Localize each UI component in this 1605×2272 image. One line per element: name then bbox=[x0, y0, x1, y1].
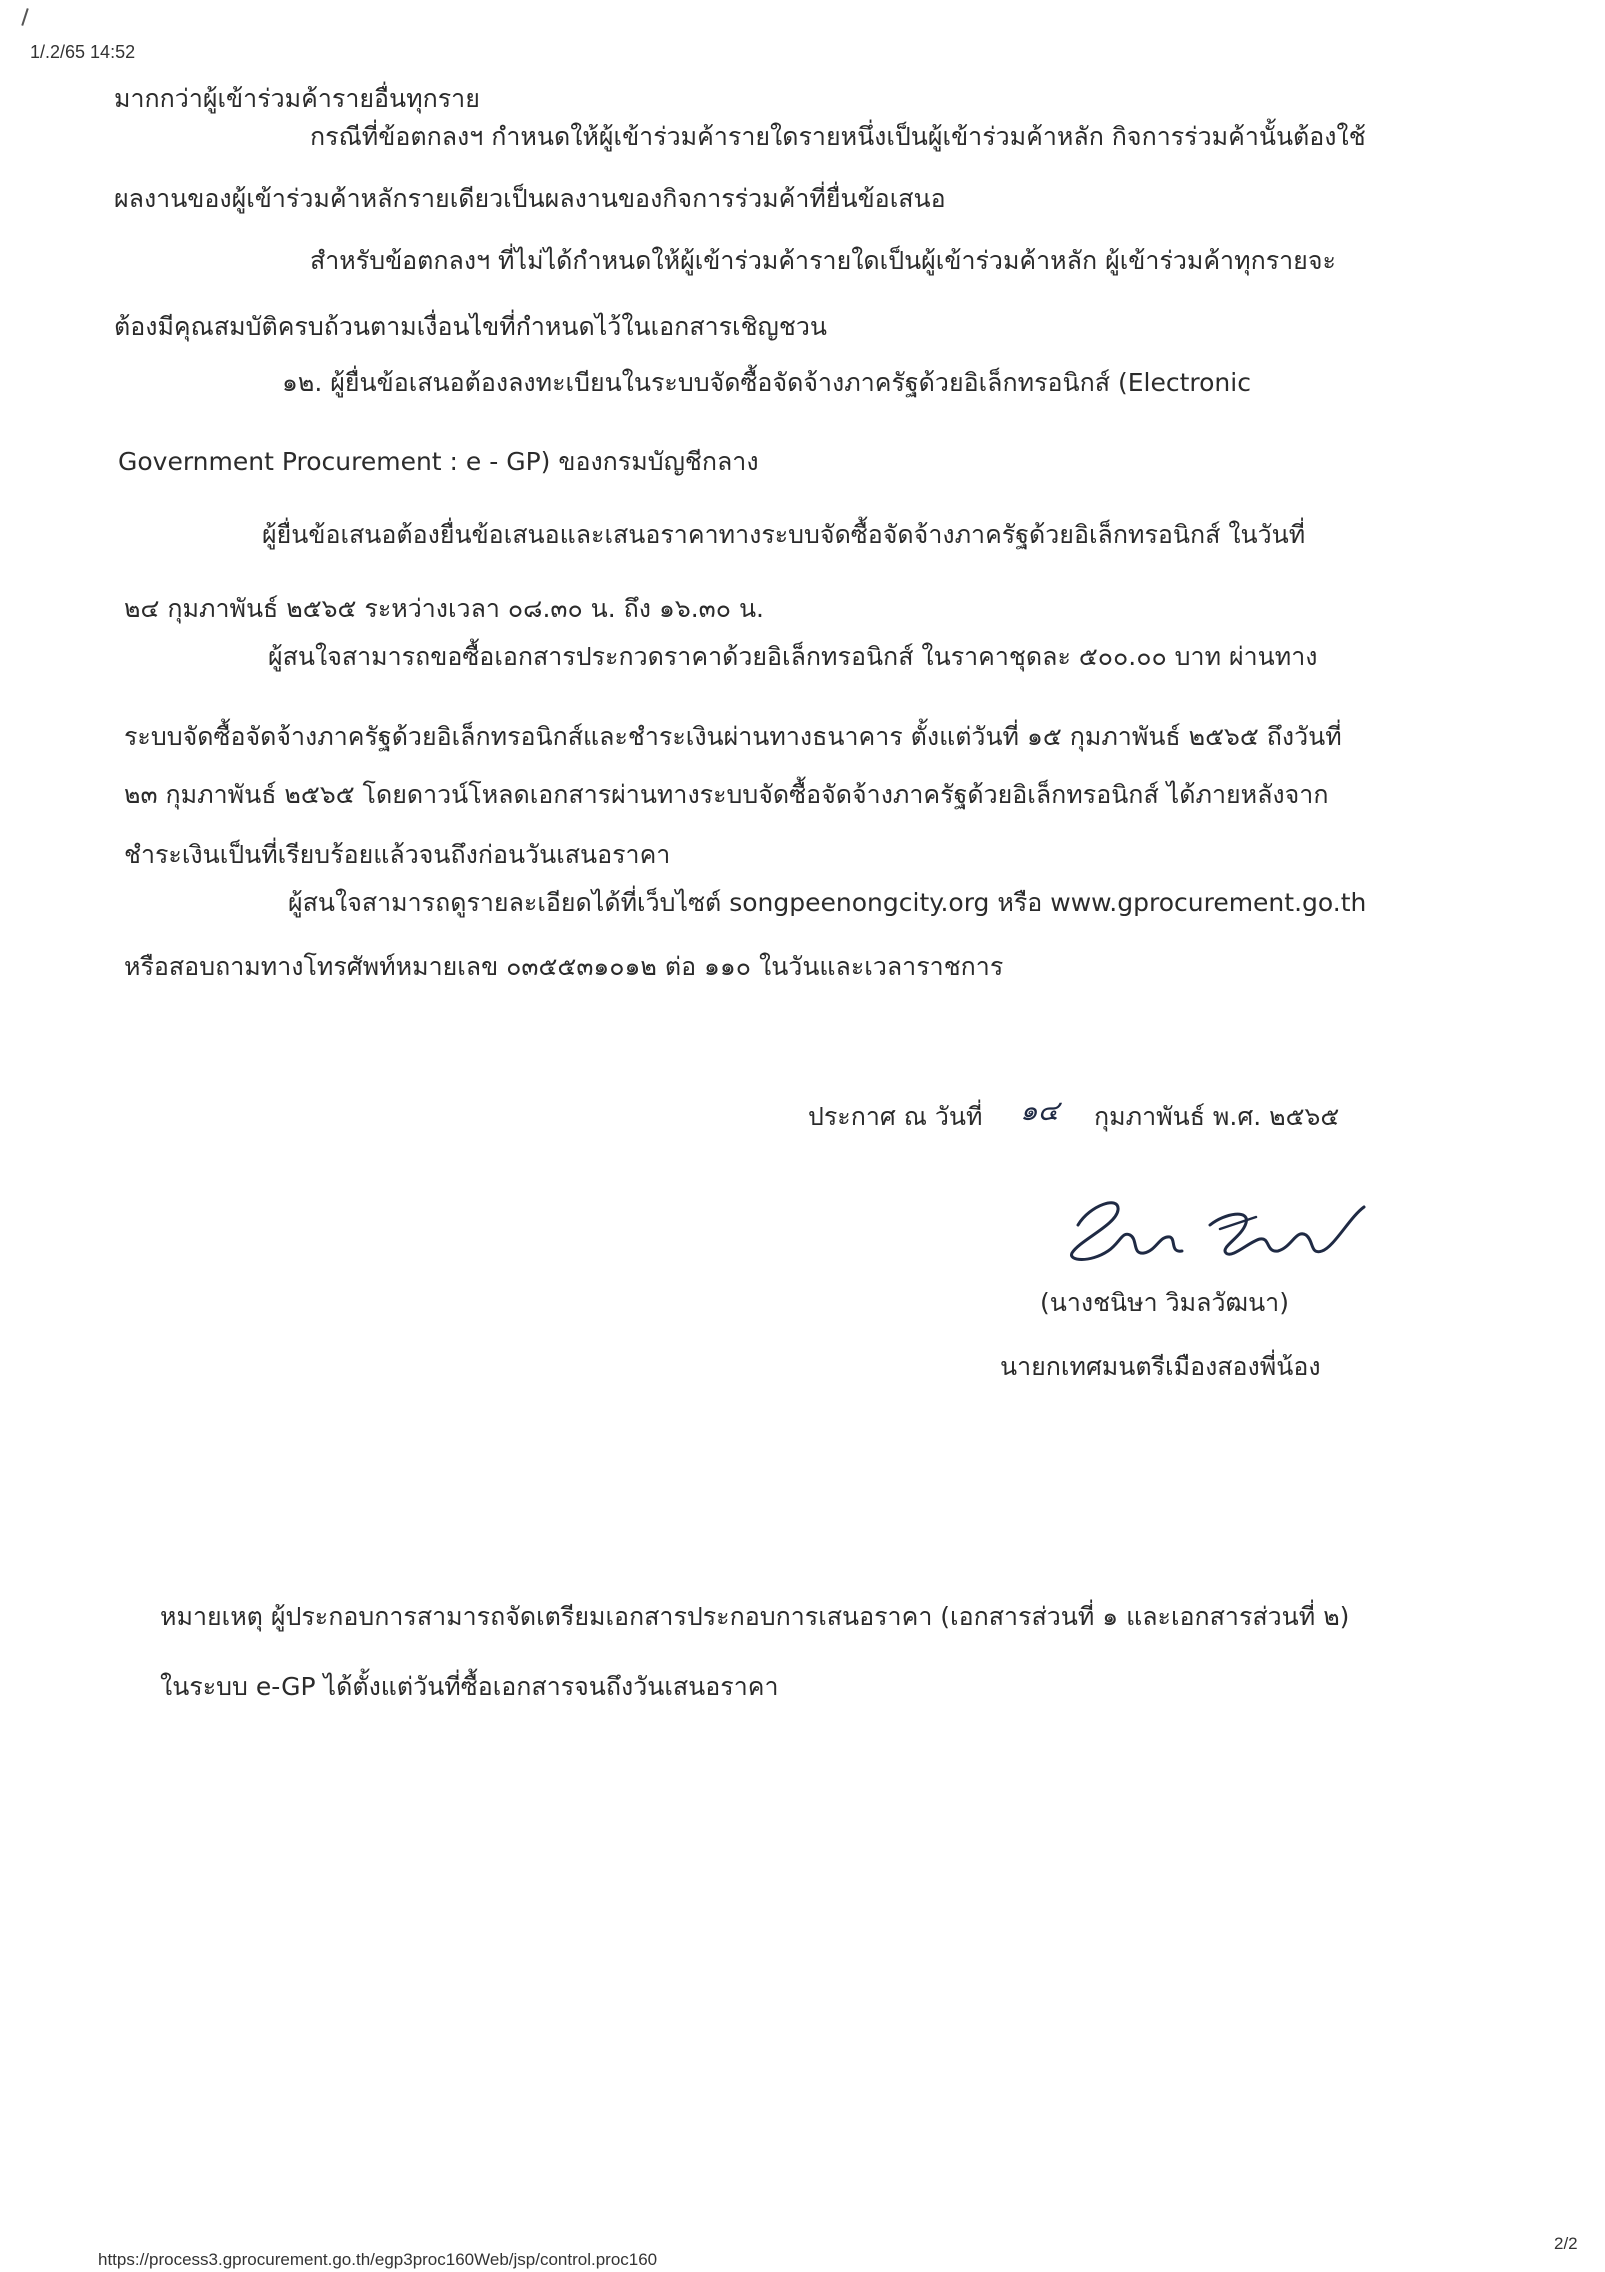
body-line-11: ระบบจัดซื้อจัดจ้างภาครัฐด้วยอิเล็กทรอนิกส์และชำระเงินผ่านทางธนาคาร ตั้งแต่วันที่ ๑๕ กุมภาพันธ์ ๒๕๖๕ ถึงวันที่ bbox=[124, 722, 1342, 751]
print-timestamp: 1/.2/65 14:52 bbox=[30, 42, 136, 62]
announcement-day: ๑๔ bbox=[1020, 1094, 1059, 1127]
body-line-5: ต้องมีคุณสมบัติครบถ้วนตามเงื่อนไขที่กำหนดไว้ในเอกสารเชิญชวน bbox=[114, 312, 827, 341]
body-line-7: Government Procurement : e - GP) ของกรมบัญชีกลาง bbox=[118, 447, 759, 476]
signatory-name: (นางชนิษา วิมลวัฒนา) bbox=[1040, 1288, 1289, 1317]
body-line-6: ๑๒. ผู้ยื่นข้อเสนอต้องลงทะเบียนในระบบจัดซื้อจัดจ้างภาครัฐด้วยอิเล็กทรอนิกส์ (Electronic bbox=[282, 368, 1251, 397]
announcement-month-year: กุมภาพันธ์ พ.ศ. ๒๕๖๕ bbox=[1094, 1102, 1340, 1131]
note-line-1: หมายเหตุ ผู้ประกอบการสามารถจัดเตรียมเอกสารประกอบการเสนอราคา (เอกสารส่วนที่ ๑ และเอกสารส่วนที่ ๒) bbox=[160, 1602, 1350, 1631]
body-line-12: ๒๓ กุมภาพันธ์ ๒๕๖๕ โดยดาวน์โหลดเอกสารผ่านทางระบบจัดซื้อจัดจ้างภาครัฐด้วยอิเล็กทรอนิกส์ ได้ภายหลังจาก bbox=[124, 780, 1329, 809]
body-line-4: สำหรับข้อตกลงฯ ที่ไม่ได้กำหนดให้ผู้เข้าร่วมค้ารายใดเป็นผู้เข้าร่วมค้าหลัก ผู้เข้าร่วมค้าทุกรายจะ bbox=[310, 246, 1336, 275]
body-line-2: กรณีที่ข้อตกลงฯ กำหนดให้ผู้เข้าร่วมค้ารายใดรายหนึ่งเป็นผู้เข้าร่วมค้าหลัก กิจการร่วมค้านั้นต้องใช้ bbox=[310, 122, 1366, 151]
body-line-14: ผู้สนใจสามารถดูรายละเอียดได้ที่เว็บไซต์ songpeenongcity.org หรือ www.gprocurement.go.th bbox=[288, 888, 1367, 917]
announcement-date-label: ประกาศ ณ วันที่ bbox=[808, 1102, 983, 1131]
body-line-9: ๒๔ กุมภาพันธ์ ๒๕๖๕ ระหว่างเวลา ๐๘.๓๐ น. ถึง ๑๖.๓๐ น. bbox=[124, 594, 764, 623]
body-line-13: ชำระเงินเป็นที่เรียบร้อยแล้วจนถึงก่อนวันเสนอราคา bbox=[124, 840, 671, 869]
signatory-position: นายกเทศมนตรีเมืองสองพี่น้อง bbox=[1000, 1352, 1321, 1381]
pen-mark bbox=[21, 8, 28, 26]
signature-image bbox=[1060, 1165, 1370, 1275]
footer-url: https://process3.gprocurement.go.th/egp3proc160Web/jsp/control.proc160 bbox=[98, 2250, 658, 2269]
body-line-8: ผู้ยื่นข้อเสนอต้องยื่นข้อเสนอและเสนอราคาทางระบบจัดซื้อจัดจ้างภาครัฐด้วยอิเล็กทรอนิกส์ ในวันที่ bbox=[262, 520, 1306, 549]
page-number: 2/2 bbox=[1554, 2234, 1578, 2253]
body-line-10: ผู้สนใจสามารถขอซื้อเอกสารประกวดราคาด้วยอิเล็กทรอนิกส์ ในราคาชุดละ ๕๐๐.๐๐ บาท ผ่านทาง bbox=[268, 642, 1318, 671]
body-line-3: ผลงานของผู้เข้าร่วมค้าหลักรายเดียวเป็นผลงานของกิจการร่วมค้าที่ยื่นข้อเสนอ bbox=[114, 184, 946, 213]
body-line-1: มากกว่าผู้เข้าร่วมค้ารายอื่นทุกราย bbox=[114, 84, 480, 113]
body-line-15: หรือสอบถามทางโทรศัพท์หมายเลข ๐๓๕๕๓๑๐๑๒ ต่อ ๑๑๐ ในวันและเวลาราชการ bbox=[124, 952, 1004, 981]
note-line-2: ในระบบ e-GP ได้ตั้งแต่วันที่ซื้อเอกสารจนถึงวันเสนอราคา bbox=[160, 1672, 779, 1701]
